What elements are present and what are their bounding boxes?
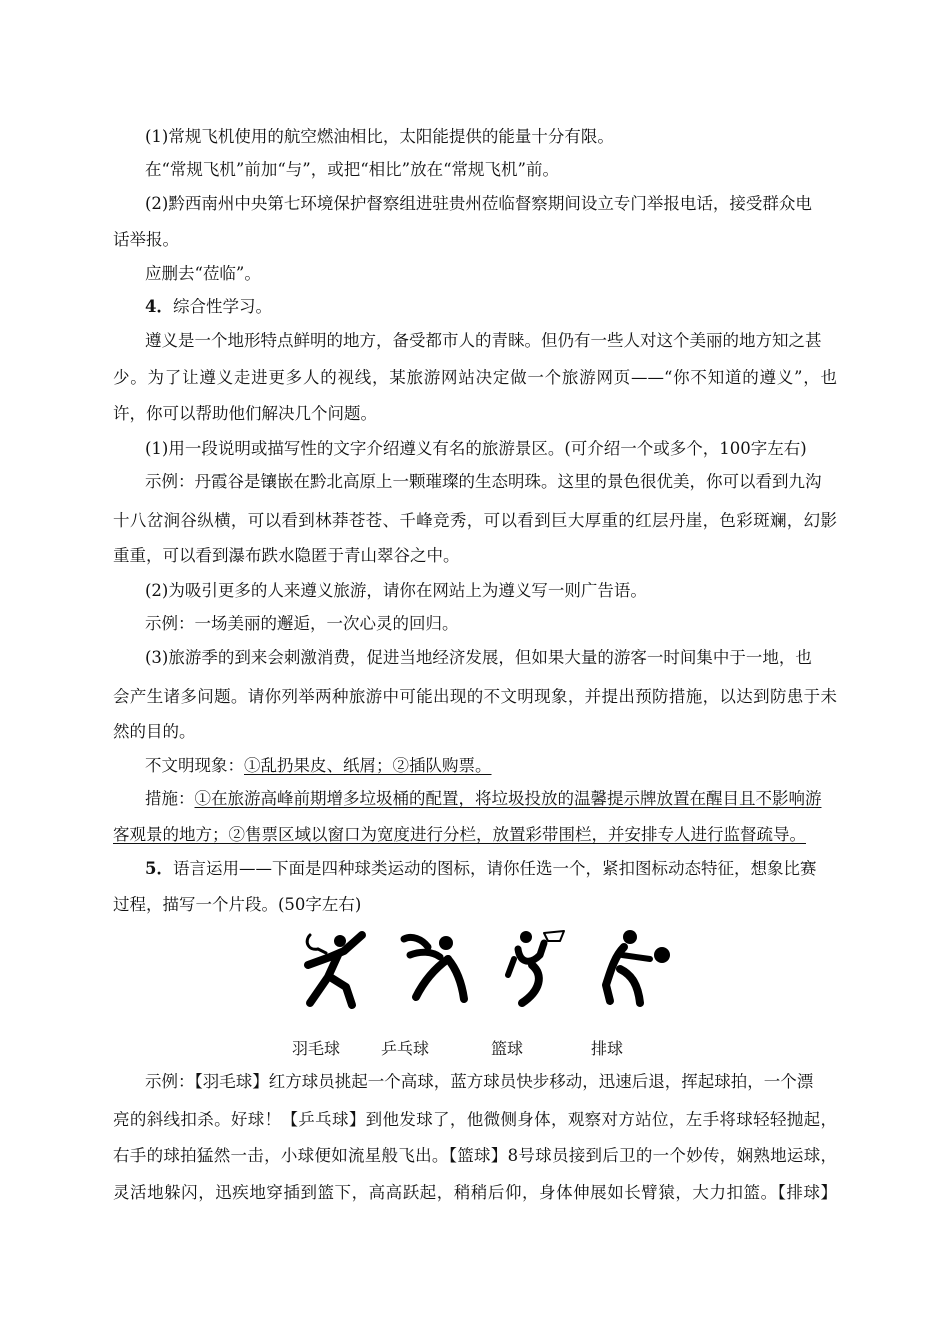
example-5-line-4: 灵活地躲闪，迅疾地穿插到篮下，高高跃起，稍稍后仰，身体伸展如长臂猿，大力扣篮。【排球】 <box>113 1183 837 1202</box>
intro-line-2: 少。为了让遵义走进更多人的视线，某旅游网站决定做一个旅游网页——“你不知道的遵义”，也 <box>113 368 837 387</box>
example-4-1-line-1: 示例：丹霞谷是镶嵌在黔北高原上一颗璀璨的生态明珠。这里的景色很优美，你可以看到九沟 <box>145 472 822 491</box>
caption-badminton: 羽毛球 <box>292 1039 341 1058</box>
example-5-line-1: 示例：【羽毛球】红方球员挑起一个高球，蓝方球员快步移动，迅速后退，挥起球拍，一个漂 <box>145 1072 814 1091</box>
table-tennis-icon <box>398 925 478 1015</box>
section-5-line-2: 过程，描写一个片段。(50字左右) <box>113 895 362 914</box>
answer-line-1-2: 在“常规飞机”前加“与”，或把“相比”放在“常规飞机”前。 <box>145 160 559 179</box>
example-4-2: 示例：一场美丽的邂逅，一次心灵的回归。 <box>145 614 459 633</box>
example-4-1-line-2: 十八岔涧谷纵横，可以看到林莽苍苍、千峰竞秀，可以看到巨大厚重的红层丹崖，色彩斑斓，幻影 <box>113 511 837 530</box>
basketball-icon <box>502 925 582 1015</box>
section-5-number: 5． <box>145 859 173 878</box>
question-4-3-line-3: 然的目的。 <box>113 722 196 741</box>
section-4-heading <box>145 297 272 317</box>
question-4-2: (2)为吸引更多的人来遵义旅游，请你在网站上为遵义写一则广告语。 <box>145 581 647 600</box>
question-line-2-1: (2)黔西南州中央第七环境保护督察组进驻贵州莅临督察期间设立专门举报电话，接受群众电 <box>145 194 812 213</box>
caption-volleyball: 排球 <box>591 1039 624 1058</box>
example-4-1-line-3: 重重，可以看到瀑布跌水隐匿于青山翠谷之中。 <box>113 546 460 565</box>
sport-pictograms <box>300 925 680 1015</box>
volleyball-icon <box>598 925 678 1015</box>
measures-label: 措施： <box>145 789 195 808</box>
question-line-2-2: 话举报。 <box>113 230 179 249</box>
caption-table-tennis: 乒乓球 <box>381 1039 430 1058</box>
intro-line-3: 许，你可以帮助他们解决几个问题。 <box>113 404 377 423</box>
caption-basketball: 篮球 <box>491 1039 524 1058</box>
uncivil-behavior-answer: ①乱扔果皮、纸屑；②插队购票。 <box>244 756 492 775</box>
section-4-title: 综合性学习。 <box>172 297 272 316</box>
question-4-3-line-2: 会产生诸多问题。请你列举两种旅游中可能出现的不文明现象，并提出预防措施，以达到防患于未 <box>113 687 837 706</box>
section-4-number: 4． <box>145 297 173 316</box>
answer-line-2: 应删去“莅临”。 <box>145 264 261 283</box>
measures-line-2: 客观景的地方；②售票区域以窗口为宽度进行分栏，放置彩带围栏，并安排专人进行监督疏导。 <box>113 825 806 844</box>
uncivil-behavior-label: 不文明现象： <box>145 756 244 775</box>
section-5-heading <box>145 859 816 879</box>
example-5-line-3: 右手的球拍猛然一击，小球便如流星般飞出。【篮球】8号球员接到后卫的一个妙传，娴熟地运球， <box>113 1146 837 1165</box>
uncivil-behavior-line <box>145 756 492 776</box>
answer-line-1-1: (1)常规飞机使用的航空燃油相比，太阳能提供的能量十分有限。 <box>145 127 614 146</box>
question-4-3-line-1: (3)旅游季的到来会刺激消费，促进当地经济发展，但如果大量的游客一时间集中于一地，也 <box>145 648 812 667</box>
badminton-icon <box>300 925 380 1015</box>
measures-line-1 <box>145 789 822 809</box>
section-5-title: 语言运用——下面是四种球类运动的图标，请你任选一个，紧扣图标动态特征，想象比赛 <box>172 859 817 878</box>
measures-answer-1: ①在旅游高峰前期增多垃圾桶的配置，将垃圾投放的温馨提示牌放置在醒目且不影响游 <box>194 789 822 808</box>
question-4-1: (1)用一段说明或描写性的文字介绍遵义有名的旅游景区。(可介绍一个或多个，100字左右) <box>145 439 807 458</box>
intro-line-1: 遵义是一个地形特点鲜明的地方，备受都市人的青睐。但仍有一些人对这个美丽的地方知之甚 <box>145 331 822 350</box>
example-5-line-2: 亮的斜线扣杀。好球！【乒乓球】到他发球了，他微侧身体，观察对方站位，左手将球轻轻抛起， <box>113 1110 837 1129</box>
